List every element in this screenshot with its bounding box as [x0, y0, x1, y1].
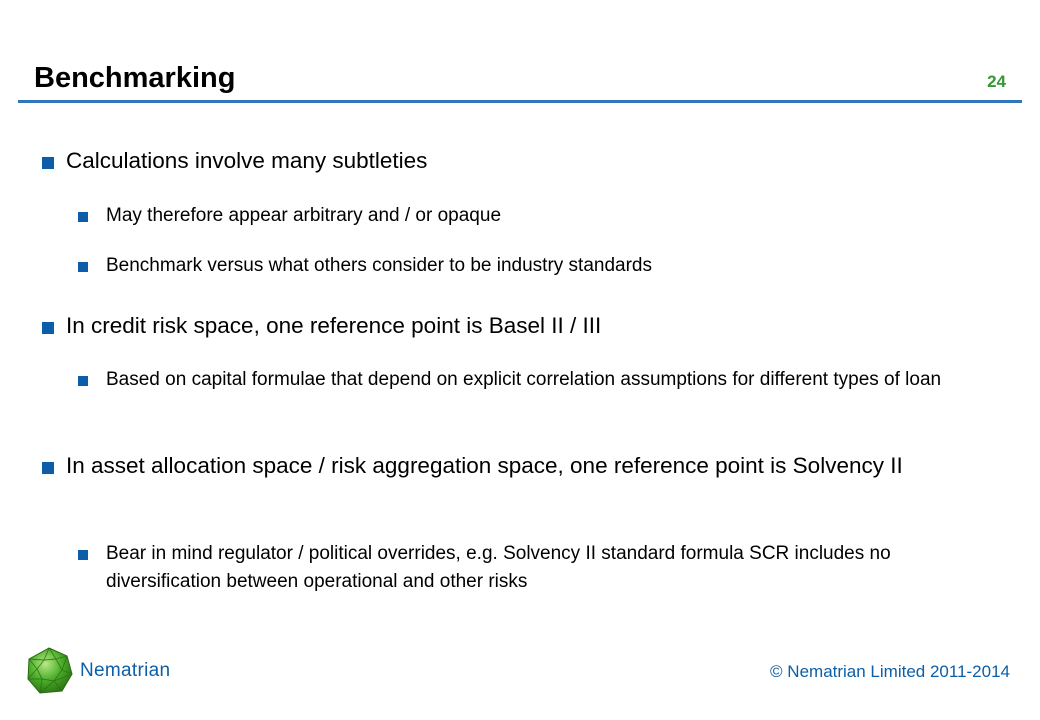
bullet-item-3 [66, 450, 966, 482]
sub-bullet-item-2 [106, 252, 976, 280]
bullet-text: In asset allocation space / risk aggregation space, one reference point is Solvency II [66, 453, 903, 478]
square-bullet-icon [78, 550, 88, 560]
bullet-item-2 [66, 310, 966, 342]
square-bullet-icon [78, 212, 88, 222]
page-number: 24 [987, 72, 1006, 91]
bullet-item-1 [66, 145, 966, 177]
square-bullet-icon [42, 322, 54, 334]
footer-copyright: © Nematrian Limited 2011-2014 [770, 662, 1010, 681]
title-divider [18, 100, 1022, 103]
square-bullet-icon [78, 376, 88, 386]
slide-title: Benchmarking [34, 62, 236, 94]
square-bullet-icon [42, 462, 54, 474]
sub-bullet-item-4 [106, 540, 976, 596]
bullet-text: May therefore appear arbitrary and / or opaque [106, 205, 502, 226]
green-polyhedron-logo-icon [24, 646, 74, 696]
bullet-text: Bear in mind regulator / political overrides, e.g. Solvency II standard formula SCR includes no diversification between operational and other risks [106, 543, 891, 592]
square-bullet-icon [78, 262, 88, 272]
square-bullet-icon [42, 157, 54, 169]
bullet-text: Benchmark versus what others consider to be industry standards [106, 255, 652, 276]
bullet-text: In credit risk space, one reference point is Basel II / III [66, 313, 602, 338]
bullet-text: Based on capital formulae that depend on explicit correlation assumptions for different types of loan [106, 369, 942, 390]
footer-brand: Nematrian [80, 660, 171, 681]
sub-bullet-item-3 [106, 366, 976, 394]
bullet-text: Calculations involve many subtleties [66, 148, 428, 173]
sub-bullet-item-1 [106, 202, 976, 230]
